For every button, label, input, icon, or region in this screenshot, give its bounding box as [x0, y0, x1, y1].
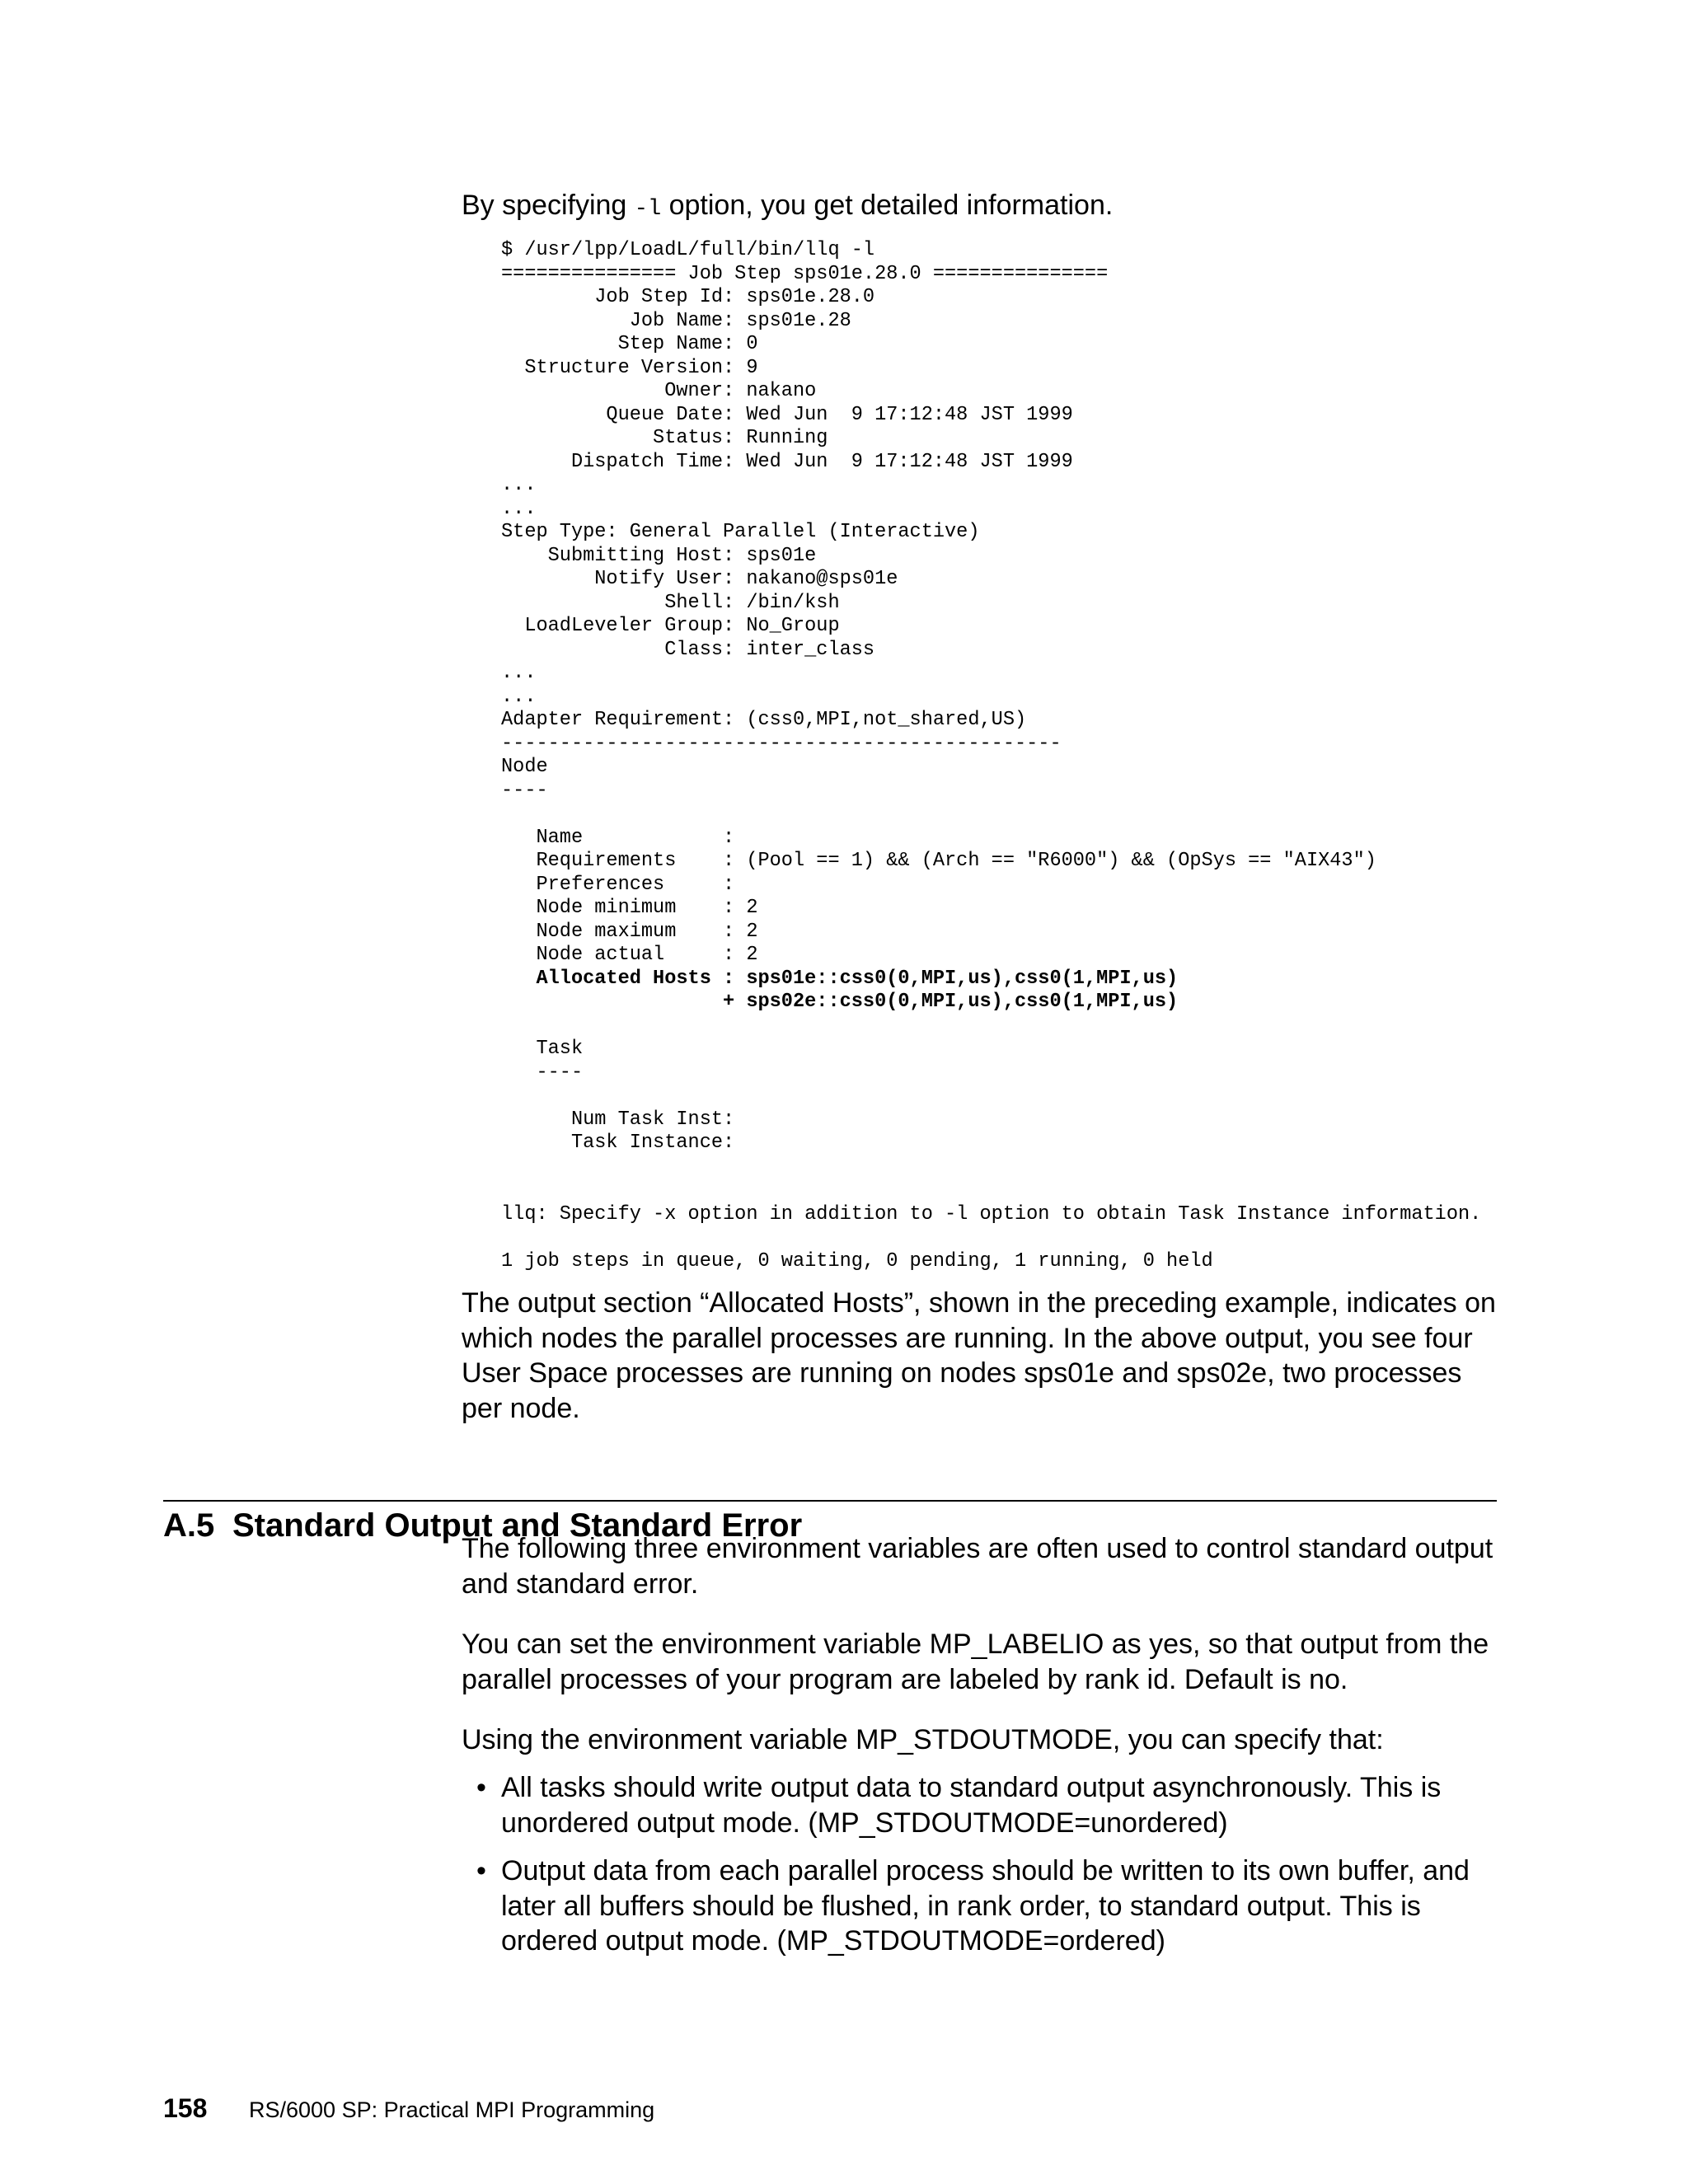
listing-line: ...	[501, 685, 537, 708]
listing-line: $ /usr/lpp/LoadL/full/bin/llq -l	[501, 239, 875, 261]
llq-output-listing	[501, 239, 1376, 1155]
listing-line: Structure Version: 9	[501, 356, 758, 379]
listing-line	[501, 1015, 1376, 1038]
intro-sentence	[462, 188, 1113, 227]
listing-line: Num Task Inst:	[501, 1108, 735, 1131]
bullet-icon: •	[476, 1855, 486, 1886]
listing-line: Submitting Host: sps01e	[501, 544, 817, 567]
stdoutmode-paragraph: Using the environment variable MP_STDOUTMODE, you can specify that:	[462, 1724, 1384, 1755]
labelio-paragraph: You can set the environment variable MP_LABELIO as yes, so that output from the parallel processes of your program are labeled by rank id. Default is no.	[462, 1629, 1489, 1695]
page-footer	[163, 2093, 654, 2124]
intro-text-before: By specifying	[462, 190, 635, 221]
listing-line: Adapter Requirement: (css0,MPI,not_shared,US)	[501, 709, 1027, 731]
intro-option-code: -l	[634, 197, 662, 222]
section-title: Standard Output and Standard Error	[232, 1507, 803, 1544]
listing-line	[501, 803, 1376, 827]
listing-line: Preferences :	[501, 873, 735, 896]
listing-line: Dispatch Time: Wed Jun 9 17:12:48 JST 1999	[501, 450, 1073, 473]
listing-line: Queue Date: Wed Jun 9 17:12:48 JST 1999	[501, 403, 1073, 426]
listing-line: Owner: nakano	[501, 380, 817, 402]
list-item	[462, 1854, 1502, 1959]
listing-line: LoadLeveler Group: No_Group	[501, 615, 840, 637]
listing-line: Name :	[501, 826, 735, 849]
stdoutmode-bullet-list	[462, 1770, 1502, 1959]
listing-line: ...	[501, 497, 537, 520]
listing-line: =============== Job Step sps01e.28.0 ===============	[501, 262, 1109, 285]
listing-line: Node actual : 2	[501, 944, 758, 966]
listing-line: Shell: /bin/ksh	[501, 591, 840, 614]
listing-line: Step Type: General Parallel (Interactive)	[501, 521, 980, 543]
listing-line: + sps02e::css0(0,MPI,us),css0(1,MPI,us)	[501, 991, 1179, 1013]
listing-line: Job Name: sps01e.28	[501, 309, 851, 332]
llq-task-instance-note: llq: Specify -x option in addition to -l option to obtain Task Instance information.	[501, 1203, 1482, 1226]
bullet-text: Output data from each parallel process should be written to its own buffer, and later all buffers should be flushed, in rank order, to standard output. This is ordered output mode. (MP_STDOUTMODE=ordered)	[501, 1855, 1470, 1957]
listing-line: Allocated Hosts : sps01e::css0(0,MPI,us),css0(1,MPI,us)	[501, 967, 1179, 990]
env-vars-paragraph: The following three environment variables are often used to control standard output and standard error.	[462, 1533, 1493, 1600]
listing-line: Node maximum : 2	[501, 920, 758, 943]
listing-line: Notify User: nakano@sps01e	[501, 568, 898, 590]
listing-line: ------------------------------------------------	[501, 732, 1062, 755]
listing-line: ...	[501, 662, 537, 684]
listing-line: Status: Running	[501, 427, 828, 449]
queue-summary-line: 1 job steps in queue, 0 waiting, 0 pending, 1 running, 0 held	[501, 1250, 1213, 1272]
section-divider	[163, 1500, 1497, 1502]
listing-line: ----	[501, 779, 548, 802]
listing-line: Node minimum : 2	[501, 897, 758, 919]
bullet-text: All tasks should write output data to standard output asynchronously. This is unordered output mode. (MP_STDOUTMODE=unordered)	[501, 1772, 1442, 1839]
listing-line	[501, 1085, 1376, 1108]
listing-line: Step Name: 0	[501, 333, 758, 355]
allocated-hosts-paragraph: The output section “Allocated Hosts”, shown in the preceding example, indicates on which nodes the parallel processes are running. In the above output, you see four User Space processes are running on nodes sps01e and sps02e, two processes per node.	[462, 1287, 1496, 1424]
listing-line: ...	[501, 474, 537, 496]
listing-line: Task	[501, 1038, 584, 1060]
listing-line: Node	[501, 756, 548, 778]
listing-line: Task Instance:	[501, 1132, 735, 1154]
bullet-icon: •	[476, 1772, 486, 1803]
listing-line: Requirements : (Pool == 1) && (Arch == "R6000") && (OpSys == "AIX43")	[501, 850, 1376, 872]
book-title: RS/6000 SP: Practical MPI Programming	[249, 2097, 655, 2122]
listing-line: ----	[501, 1061, 584, 1084]
section-number: A.5	[163, 1507, 215, 1544]
list-item	[462, 1770, 1502, 1840]
listing-line: Job Step Id: sps01e.28.0	[501, 286, 875, 308]
listing-line: Class: inter_class	[501, 638, 875, 661]
intro-text-after: option, you get detailed information.	[661, 190, 1114, 221]
page-number: 158	[163, 2093, 208, 2123]
